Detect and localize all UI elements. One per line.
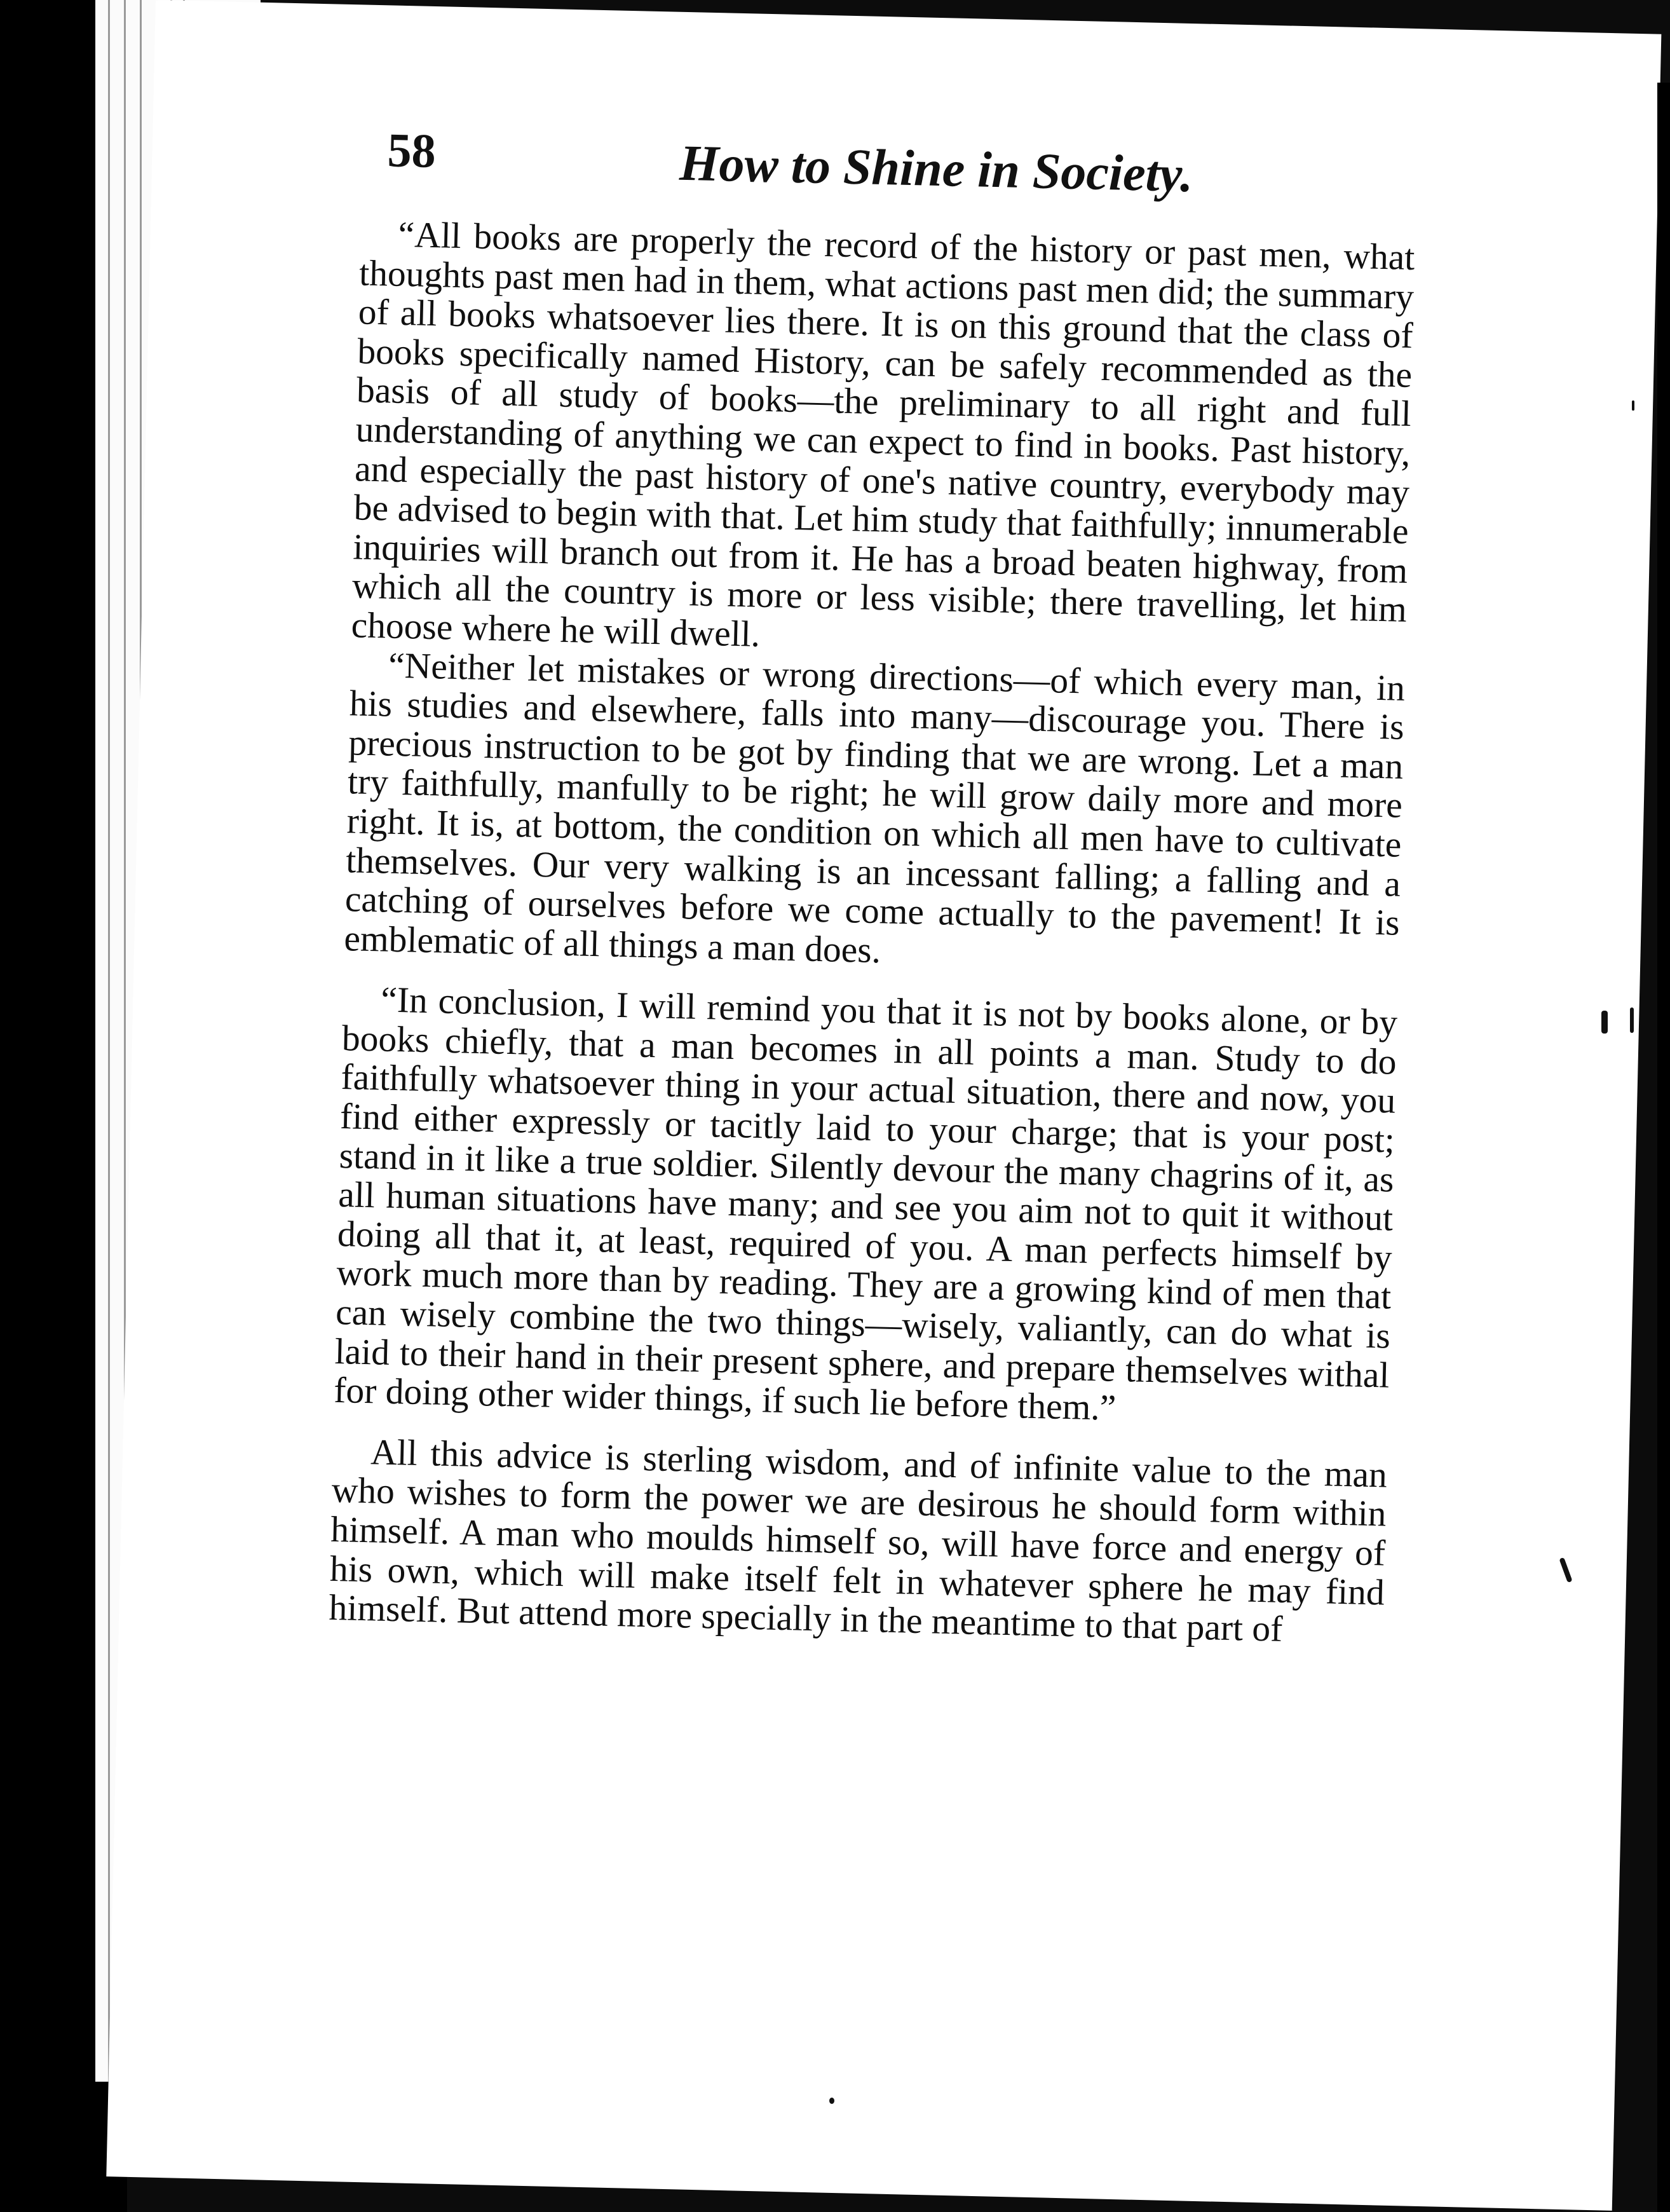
scan-speck <box>1632 400 1634 411</box>
paragraph: “In conclusion, I will remind you that it is not by books alone, or by books chiefly, that a man becomes in all points a man. Study to do faithfully whatsoever thing in your actual situation, there and now, you find either expressly or tacitly laid to your charge; that is your post; stand in it like a true soldier. Silently devour the many chagrins of it, as all human situations have many; and see you aim not to quit it without doing all that it, at least, required of you. A man perfects himself by work much more than by reading. They are a growing kind of men that can wisely combine the two things—wisely, valiantly, can do what is laid to their hand in their present sphere, and prepare themselves withal for doing other wider things, if such lie before them.” <box>333 980 1398 1429</box>
scan-speck <box>1601 1011 1608 1034</box>
paragraph: “All books are properly the record of the history or past men, what thoughts past men had in them, what actions past men did; the summary of all books whatsoever lies there. It is on this ground that the class of books specifically named History, can be safely recommended as the basis of all study of books—the preliminary to all right and full understanding of anything we can expect to find in books. Past history, and especially the past history of one's native country, everybody may be advised to begin with that. Let him study that faithfully; innumerable inquiries will branch out from it. He has a broad beaten highway, from which all the country is more or less visible; there travelling, let him choose where he will dwell. <box>351 214 1416 655</box>
scan-right-edge <box>1657 83 1670 2212</box>
paragraph: “Neither let mistakes or wrong directions—of which every man, in his studies and elsewhere, falls into many—discourage you. There is precious instruction to be got by finding that we are wrong. Let a man try faithfully, manfully to be right; he will grow daily more and more right. It is, at bottom, the condition on which all men have to cultivate themselves. Our very walking is an incessant falling; a falling and a catching of ourselves before we come actually to the pavement! It is emblematic of all things a man does. <box>343 645 1406 971</box>
scan-speck <box>1630 1007 1634 1033</box>
page-edge-line <box>108 0 110 2082</box>
book-page <box>106 0 1661 2211</box>
running-title: How to Shine in Society. <box>679 135 1194 203</box>
body-text <box>329 214 1415 1651</box>
scan-speck <box>829 2098 834 2104</box>
page-number: 58 <box>386 123 437 179</box>
page-header <box>386 123 1404 222</box>
paragraph: All this advice is sterling wisdom, and of infinite value to the man who wishes to form the power we are desirous he should form within himself. A man who moulds himself so, will have force and energy of his own, which will make itself felt in whatever sphere he may find himself. But attend more specially in the meantime to that part of <box>328 1432 1388 1650</box>
